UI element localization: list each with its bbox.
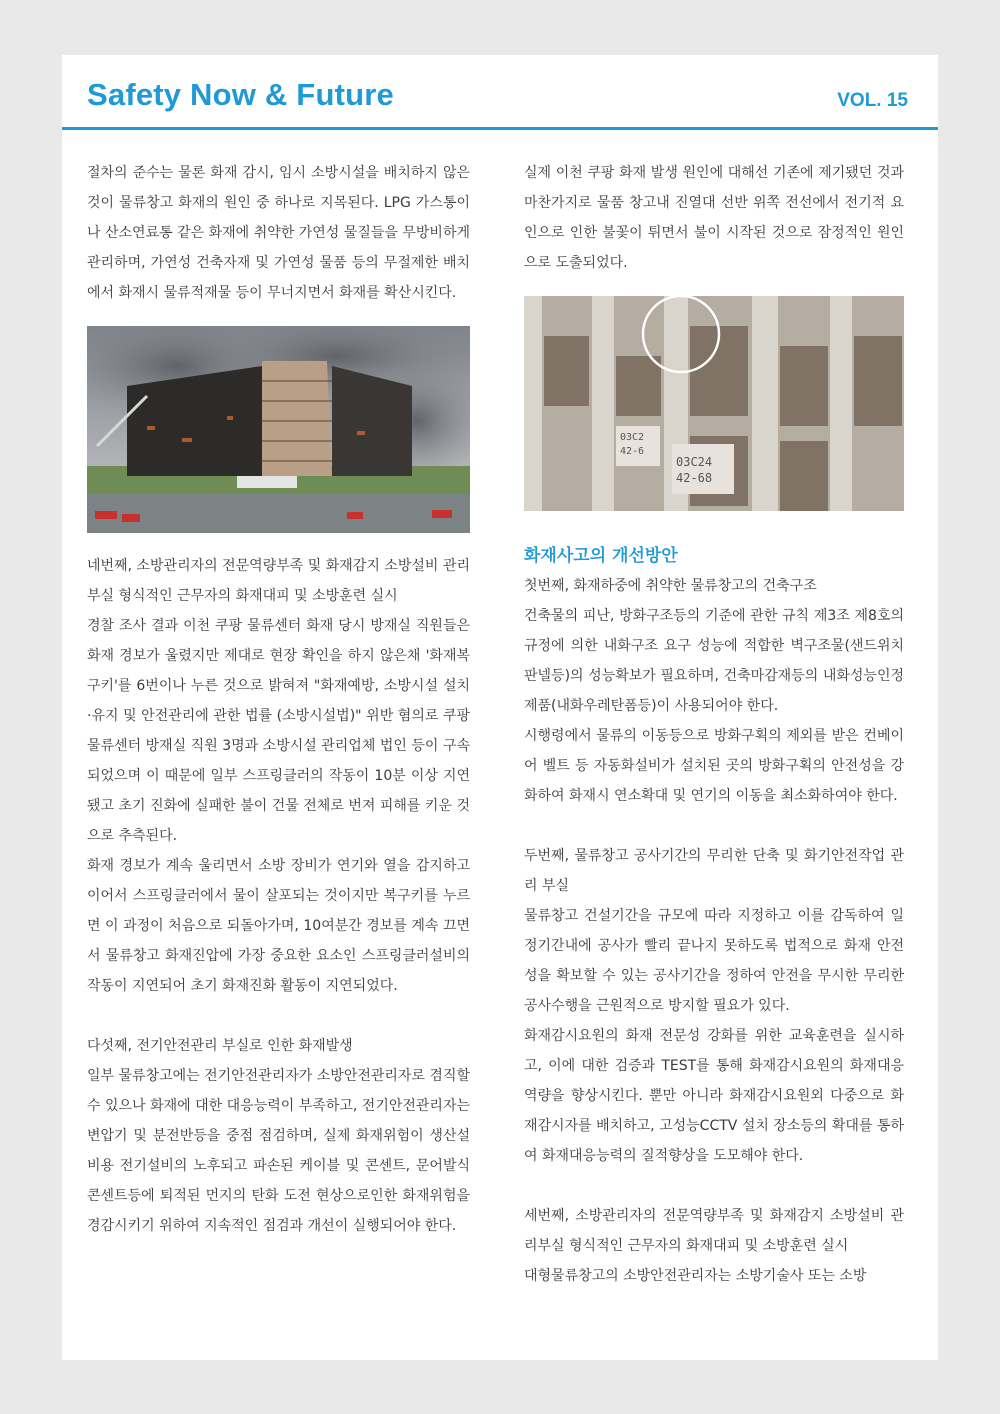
paragraph: 경찰 조사 결과 이천 쿠팡 물류센터 화재 당시 방재실 직원들은 화재 경보가 울렸지만 제대로 현장 확인을 하지 않은채 '화재복구키'를 6번이나 누른 것으로 밝혀져 "화재예방, 소방시설 설치·유지 및 안전관리에 관한 법률 (소방시설법)" 위반 혐의로 쿠팡물류센터 방재실 직원 3명과 소방시설 관리업체 법인 등이 구속되었으며 이 때문에 일부 스프링클러의 작동이 10분 이상 지연됐고 초기 진화에 실패한 불이 건물 전체로 번져 피해를 키운 것으로 추측된다.	[87, 618, 470, 844]
paragraph: 세번째, 소방관리자의 전문역량부족 및 화재감지 소방설비 관리부실 형식적인 근무자의 화재대피 및 소방훈련 실시	[524, 1208, 904, 1254]
warehouse-fire-photo	[87, 326, 470, 533]
paragraph: 대형물류창고의 소방안전관리자는 소방기술사 또는 소방	[524, 1268, 867, 1284]
paragraph: 화재 경보가 계속 울리면서 소방 장비가 연기와 열을 감지하고 이어서 스프링클러에서 물이 살포되는 것이지만 복구키를 누르면 이 과정이 처음으로 되돌아가며, 10여분간 경보를 계속 끄면서 물류창고 화재진압에 가장 중요한 요소인 스프링클러설비의 작동이 지연되어 초기 화재진화 활동이 지연되었다.	[87, 858, 470, 994]
paragraph: 네번째, 소방관리자의 전문역량부족 및 화재감지 소방설비 관리부실 형식적인 근무자의 화재대피 및 소방훈련 실시	[87, 558, 470, 604]
page-header	[62, 55, 938, 130]
warehouse-shelf-illustration	[524, 296, 904, 511]
paragraph: 일부 물류창고에는 전기안전관리자가 소방안전관리자로 겸직할 수 있으나 화재에 대한 대응능력이 부족하고, 전기안전관리자는 변압기 및 분전반등을 중점 점검하며, 실제 화재위험이 생산설비용 전기설비의 노후되고 파손된 케이블 및 콘센트, 문어발식콘센트등에 퇴적된 먼지의 탄화 도전 현상으로인한 화재위험을 경감시키기 위하여 지속적인 점검과 개선이 실행되어야 한다.	[87, 1068, 470, 1234]
document-page	[62, 55, 938, 1360]
shelf-label-3: 03C24	[676, 455, 713, 469]
shelf-label-2: 42-6	[620, 446, 645, 457]
shelf-label-4: 42-68	[676, 471, 713, 485]
volume-number: VOL. 15	[837, 90, 908, 111]
paragraph: 첫번째, 화재하중에 취약한 물류창고의 건축구조	[524, 578, 817, 594]
paragraph: 건축물의 피난, 방화구조등의 기준에 관한 규칙 제3조 제8호의 규정에 의한 내화구조 요구 성능에 적합한 벽구조물(샌드위치판넬등)의 성능확보가 필요하며, 건축마감재등의 내화성능인정제품(내화우레탄폼등)이 사용되어야 한다.	[524, 608, 904, 714]
shelf-label-1: 03C2	[620, 432, 645, 443]
paragraph: 실제 이천 쿠팡 화재 발생 원인에 대해선 기존에 제기됐던 것과 마찬가지로 물품 창고내 진열대 선반 위쪽 전선에서 전기적 요인으로 인한 불꽃이 튀면서 불이 시작된 것으로 잠정적인 원인으로 도출되었다.	[524, 165, 904, 271]
paragraph: 두번째, 물류창고 공사기간의 무리한 단축 및 화기안전작업 관리 부실	[524, 848, 904, 894]
left-column	[87, 158, 470, 1241]
magazine-title: Safety Now & Future	[87, 77, 394, 112]
paragraph: 시행령에서 물류의 이동등으로 방화구획의 제외를 받은 컨베이어 벨트 등 자동화설비가 설치된 곳의 방화구획의 안전성을 강화하여 화재시 연소확대 및 연기의 이동을 최소화하여야 한다.	[524, 728, 904, 804]
warehouse-fire-illustration	[87, 326, 470, 533]
right-column	[524, 158, 904, 1291]
paragraph: 물류창고 건설기간을 규모에 따라 지정하고 이를 감독하여 일정기간내에 공사가 빨리 끝나지 못하도록 법적으로 화재 안전성을 확보할 수 있는 공사기간을 정하여 안전을 무시한 무리한 공사수행을 근원적으로 방지할 필요가 있다.	[524, 908, 904, 1014]
paragraph: 화재감시요원의 화재 전문성 강화를 위한 교육훈련을 실시하고, 이에 대한 검증과 TEST를 통해 화재감시요원의 화재대응 역량을 향상시킨다. 뿐만 아니라 화재감시요원외 다중으로 화재감시자를 배치하고, 고성능CCTV 설치 장소등의 확대를 통하여 화재대응능력의 질적향상을 도모해야 한다.	[524, 1028, 904, 1164]
section-title: 화재사고의 개선방안	[524, 546, 678, 566]
warehouse-shelf-photo	[524, 296, 904, 511]
paragraph: 다섯째, 전기안전관리 부실로 인한 화재발생	[87, 1038, 353, 1054]
paragraph: 절차의 준수는 물론 화재 감시, 임시 소방시설을 배치하지 않은 것이 물류창고 화재의 원인 중 하나로 지목된다. LPG 가스통이나 산소연료통 같은 화재에 취약한 가연성 물질들을 무방비하게 관리하며, 가연성 건축자재 및 가연성 물품 등의 무절제한 배치에서 화재시 물류적재물 등이 무너지면서 화재를 확산시킨다.	[87, 165, 470, 301]
